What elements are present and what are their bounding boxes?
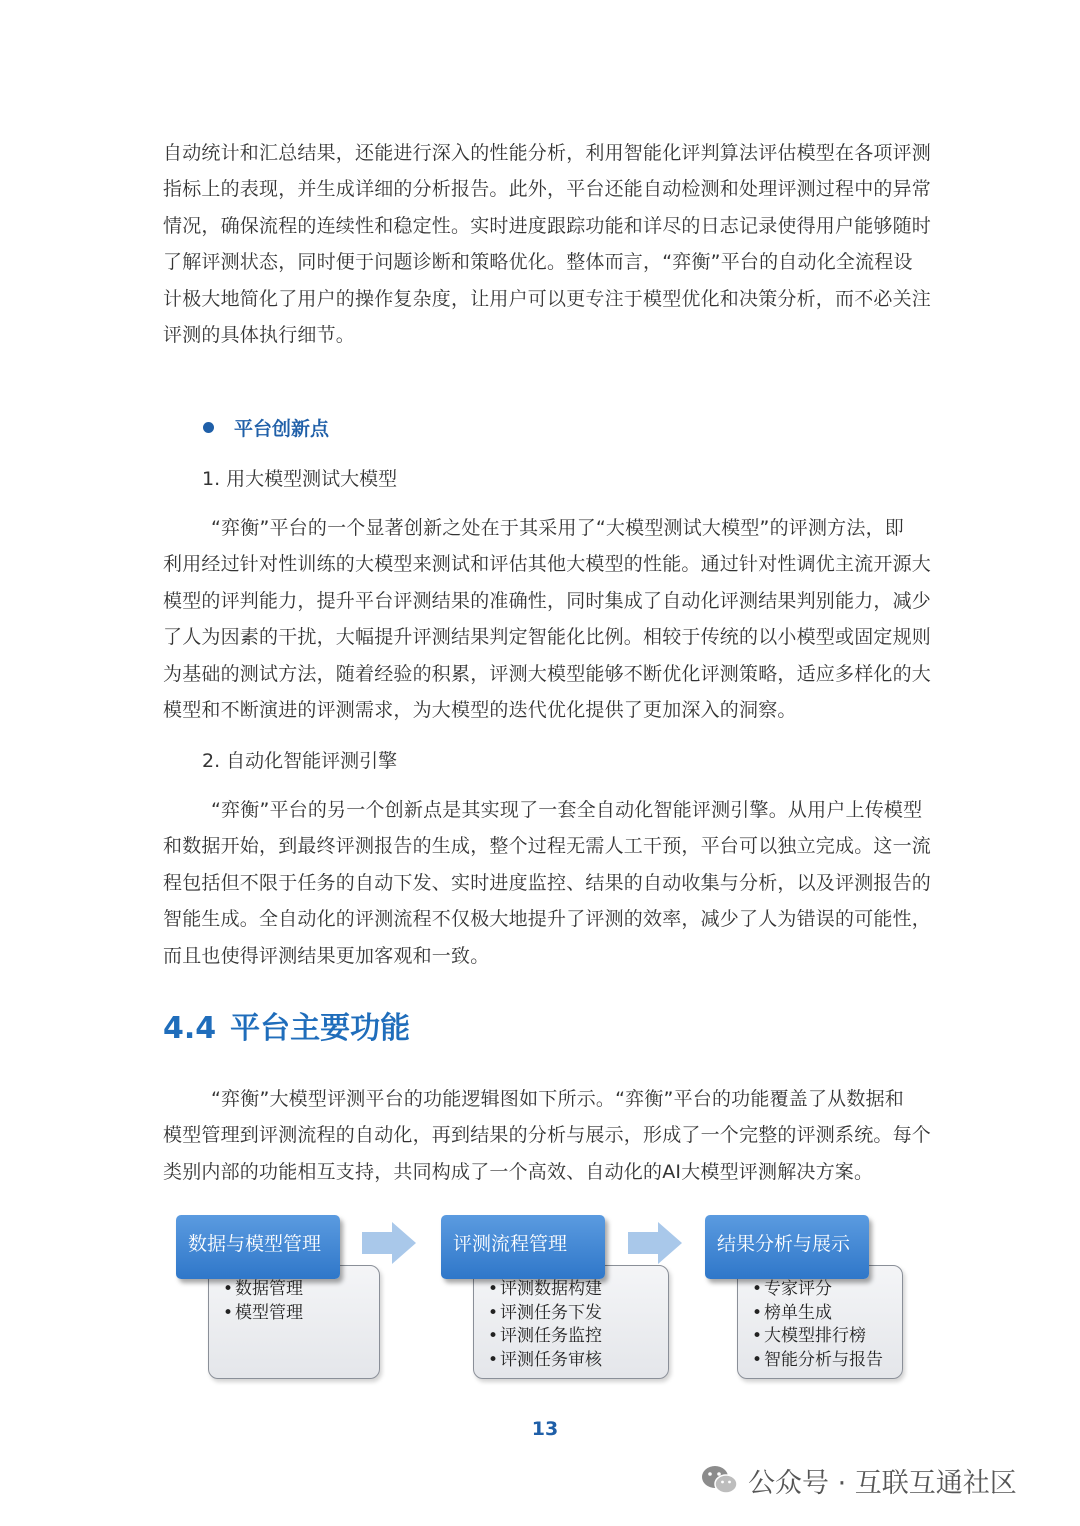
group-item-box [737, 1265, 903, 1379]
list-item: • 榜单生成 [752, 1302, 902, 1326]
list-item: • 智能分析与报告 [752, 1349, 902, 1373]
text-line: 模型的评判能力，提升平台评测结果的准确性，同时集成了自动化评测结果判别能力，减少 [163, 589, 932, 612]
watermark-text: 公众号 · 互联互通社区 [748, 1467, 1017, 1499]
list-item: • 评测任务下发 [488, 1302, 668, 1326]
function-logic-diagram [170, 1215, 920, 1385]
innovation-heading-label: 平台创新点 [234, 417, 330, 440]
list-item: • 模型管理 [223, 1302, 379, 1326]
text-line: 利用经过针对性训练的大模型来测试和评估其他大模型的性能。通过针对性调优主流开源大 [163, 553, 932, 576]
innovation-heading [203, 412, 329, 442]
text-line: 评测的具体执行细节。 [163, 324, 356, 347]
text-line: 程包括但不限于任务的自动下发、实时进度监控、结果的自动收集与分析，以及评测报告的 [163, 871, 932, 894]
subheading-1: 1. 用大模型测试大模型 [202, 468, 398, 490]
text-line: 了人为因素的干扰，大幅提升评测结果判定智能化比例。相较于传统的以小模型或固定规则 [163, 626, 932, 649]
text-line: “弈衡”平台的一个显著创新之处在于其采用了“大模型测试大模型”的评测方法，即 [211, 517, 904, 539]
innovation-paragraph-2 [163, 792, 932, 974]
text-line: 智能生成。全自动化的评测流程不仅极大地提升了评测的效率，减少了人为错误的可能性， [163, 908, 932, 931]
text-line: 计极大地简化了用户的操作复杂度，让用户可以更专注于模型优化和决策分析，而不必关注 [163, 287, 932, 310]
list-item: • 数据管理 [223, 1278, 379, 1302]
section-paragraph [163, 1081, 932, 1190]
group-header: 评测流程管理 [441, 1215, 605, 1279]
text-line: “弈衡”大模型评测平台的功能逻辑图如下所示。“弈衡”平台的功能覆盖了从数据和 [211, 1088, 904, 1110]
text-line: 类别内部的功能相互支持，共同构成了一个高效、自动化的AI大模型评测解决方案。 [163, 1160, 874, 1183]
text-line: 模型和不断演进的评测需求，为大模型的迭代优化提供了更加深入的洞察。 [163, 699, 797, 722]
group-header: 数据与模型管理 [176, 1215, 340, 1279]
list-item: • 评测数据构建 [488, 1278, 668, 1302]
group-item-box [208, 1265, 380, 1379]
innovation-paragraph-1 [163, 510, 932, 728]
text-line: “弈衡”平台的另一个创新点是其实现了一套全自动化智能评测引擎。从用户上传模型 [211, 799, 923, 821]
list-item: • 评测任务监控 [488, 1325, 668, 1349]
text-line: 自动统计和汇总结果，还能进行深入的性能分析，利用智能化评判算法评估模型在各项评测 [163, 142, 932, 164]
bullet-dot-icon [203, 422, 214, 433]
watermark [700, 1460, 1017, 1500]
page-number: 13 [531, 1418, 559, 1440]
text-line: 了解评测状态，同时便于问题诊断和策略优化。整体而言，“弈衡”平台的自动化全流程设 [163, 251, 913, 274]
list-item: • 专家评分 [752, 1278, 902, 1302]
arrow-right-icon [360, 1220, 420, 1266]
list-item: • 大模型排行榜 [752, 1325, 902, 1349]
text-line: 而且也使得评测结果更加客观和一致。 [163, 944, 490, 967]
group-header: 结果分析与展示 [705, 1215, 869, 1279]
list-item: • 评测任务审核 [488, 1349, 668, 1373]
text-line: 模型管理到评测流程的自动化，再到结果的分析与展示，形成了一个完整的评测系统。每个 [163, 1124, 932, 1147]
subheading-2: 2. 自动化智能评测引擎 [202, 750, 398, 772]
arrow-right-icon [626, 1220, 686, 1266]
group-item-box [473, 1265, 669, 1379]
text-line: 为基础的测试方法，随着经验的积累，评测大模型能够不断优化评测策略，适应多样化的大 [163, 662, 932, 685]
wechat-icon [700, 1463, 740, 1497]
text-line: 指标上的表现，并生成详细的分析报告。此外，平台还能自动检测和处理评测过程中的异常 [163, 178, 932, 201]
section-title [163, 1003, 410, 1047]
section-title-text: 平台主要功能 [230, 1011, 411, 1046]
intro-paragraph [163, 135, 932, 353]
section-number: 4.4 [163, 1011, 217, 1046]
text-line: 和数据开始，到最终评测报告的生成，整个过程无需人工干预，平台可以独立完成。这一流 [163, 835, 932, 858]
text-line: 情况，确保流程的连续性和稳定性。实时进度跟踪功能和详尽的日志记录使得用户能够随时 [163, 214, 932, 237]
